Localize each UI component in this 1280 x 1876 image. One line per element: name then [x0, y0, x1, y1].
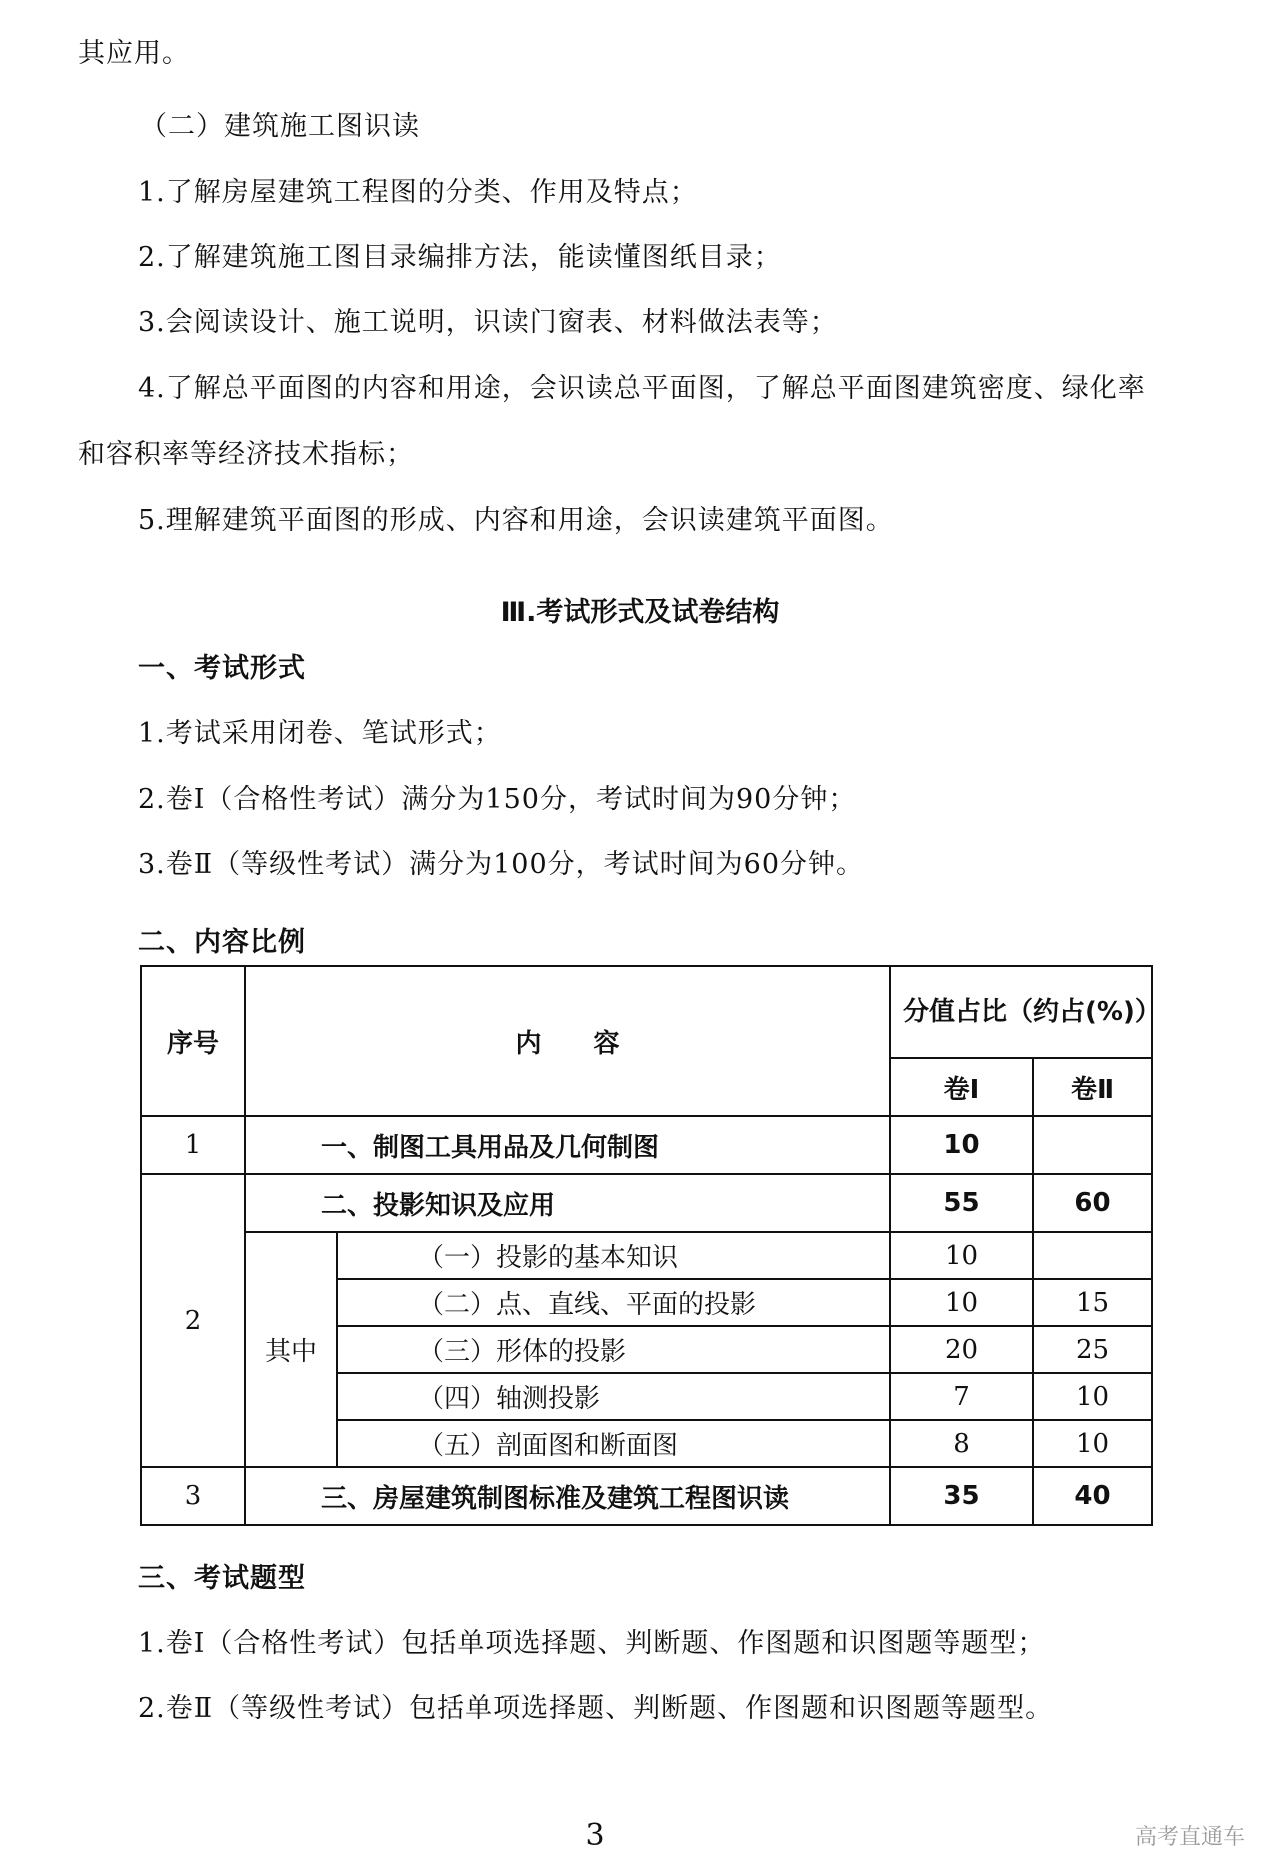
cell-paper1: 7 — [890, 1373, 1033, 1420]
list-item: 5.理解建筑平面图的形成、内容和用途，会识读建筑平面图。 — [138, 505, 894, 536]
table-header-row — [141, 966, 1152, 1058]
list-item: 3.会阅读设计、施工说明，识读门窗表、材料做法表等； — [138, 307, 838, 338]
cell-paper2: 10 — [1033, 1373, 1152, 1420]
header-paper1: 卷Ⅰ — [890, 1058, 1033, 1116]
cell-content: （一）投影的基本知识 — [337, 1232, 890, 1279]
cell-paper2: 40 — [1033, 1467, 1152, 1525]
list-item-continuation: 和容积率等经济技术指标； — [78, 439, 414, 470]
cell-content: 三、房屋建筑制图标准及建筑工程图识读 — [245, 1467, 890, 1525]
cell-of-which: 其中 — [245, 1232, 337, 1467]
cell-seq: 2 — [141, 1174, 245, 1467]
list-item: 4.了解总平面图的内容和用途，会识读总平面图，了解总平面图建筑密度、绿化率 — [138, 373, 1146, 404]
table-row — [141, 1232, 1152, 1279]
list-item: 2.卷Ⅰ（合格性考试）满分为150分，考试时间为90分钟； — [138, 784, 857, 815]
continuation-text: 其应用。 — [78, 38, 190, 69]
header-score: 分值占比（约占(%)） — [890, 966, 1152, 1058]
cell-paper2: 10 — [1033, 1420, 1152, 1467]
list-item: 1.考试采用闭卷、笔试形式； — [138, 718, 502, 749]
cell-paper2 — [1033, 1232, 1152, 1279]
table-row — [141, 1174, 1152, 1232]
list-item: 2.了解建筑施工图目录编排方法，能读懂图纸目录； — [138, 242, 782, 273]
list-item: 1.了解房屋建筑工程图的分类、作用及特点； — [138, 177, 698, 208]
cell-paper2 — [1033, 1116, 1152, 1174]
cell-seq: 1 — [141, 1116, 245, 1174]
list-item: 1.卷Ⅰ（合格性考试）包括单项选择题、判断题、作图题和识图题等题型； — [138, 1628, 1046, 1659]
cell-content: （五）剖面图和断面图 — [337, 1420, 890, 1467]
subsection-title: （二）建筑施工图识读 — [140, 111, 420, 142]
cell-paper1: 10 — [890, 1279, 1033, 1326]
cell-paper1: 20 — [890, 1326, 1033, 1373]
cell-paper2: 60 — [1033, 1174, 1152, 1232]
cell-paper1: 10 — [890, 1116, 1033, 1174]
exam-form-heading: 一、考试形式 — [138, 653, 306, 684]
cell-paper1: 8 — [890, 1420, 1033, 1467]
cell-seq: 3 — [141, 1467, 245, 1525]
cell-paper1: 10 — [890, 1232, 1033, 1279]
header-paper2: 卷Ⅱ — [1033, 1058, 1152, 1116]
cell-paper2: 15 — [1033, 1279, 1152, 1326]
cell-content: 二、投影知识及应用 — [245, 1174, 890, 1232]
cell-paper1: 55 — [890, 1174, 1033, 1232]
list-item: 3.卷Ⅱ（等级性考试）满分为100分，考试时间为60分钟。 — [138, 849, 865, 880]
watermark: 高考直通车 — [1134, 1825, 1245, 1850]
cell-content: （四）轴测投影 — [337, 1373, 890, 1420]
list-item: 2.卷Ⅱ（等级性考试）包括单项选择题、判断题、作图题和识图题等题型。 — [138, 1693, 1054, 1724]
page-number: 3 — [585, 1818, 605, 1853]
cell-paper2: 25 — [1033, 1326, 1152, 1373]
content-ratio-heading: 二、内容比例 — [138, 927, 306, 958]
cell-content: 一、制图工具用品及几何制图 — [245, 1116, 890, 1174]
cell-content: （三）形体的投影 — [337, 1326, 890, 1373]
question-types-heading: 三、考试题型 — [138, 1563, 306, 1594]
section-title: Ⅲ.考试形式及试卷结构 — [500, 597, 780, 628]
table-row — [141, 1467, 1152, 1525]
header-seq: 序号 — [141, 966, 245, 1116]
content-ratio-table — [140, 965, 1161, 1526]
cell-paper1: 35 — [890, 1467, 1033, 1525]
header-content: 内 容 — [245, 966, 890, 1116]
table-row — [141, 1116, 1152, 1174]
cell-content: （二）点、直线、平面的投影 — [337, 1279, 890, 1326]
